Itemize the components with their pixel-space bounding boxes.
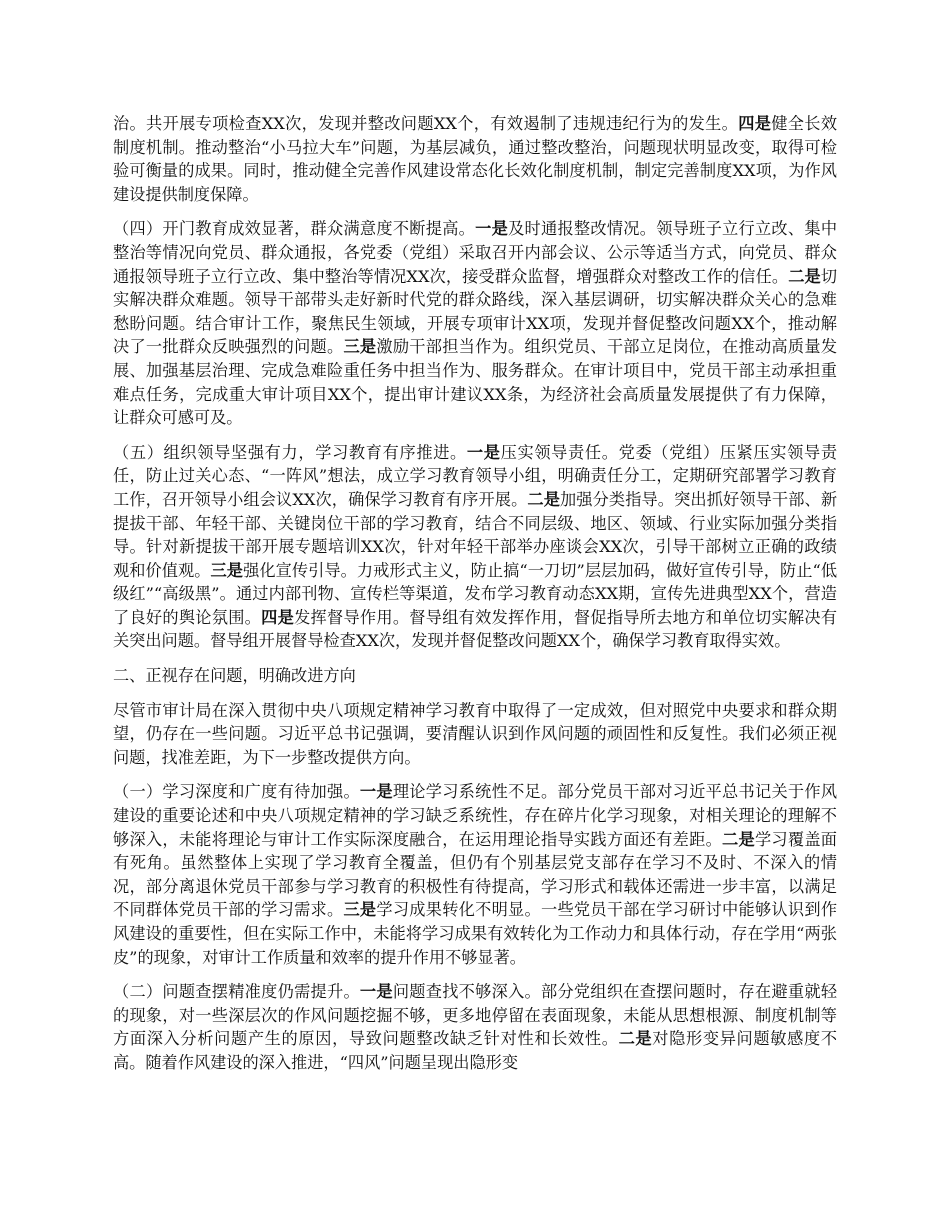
text-segment: （二）问题查摆精准度仍需提升。 xyxy=(113,982,360,1002)
text-segment: 学习覆盖面有死角。虽然整体上实现了学习教育全覆盖，但仍有个别基层党支部存在学习不及时、不深入的情况，部分离退休党员干部参与学习教育的积极性有待提高，学习形式和载体还需进一步丰富，以满足不同群体党员干部的学习需求。 xyxy=(113,829,837,920)
text-segment: 健全长效制度机制。推动整治“小马拉大车”问题，为基层减负，通过整改整治，问题现状明显改变，取得可检验可衡量的成果。同时，推动健全完善作风建设常态化长效化制度机制，制定完善制度XX项，为作风建设提供制度保障。 xyxy=(113,114,838,204)
emphasis-label: 一是 xyxy=(466,442,501,462)
text-segment: （一）学习深度和广度有待加强。 xyxy=(113,782,360,802)
paragraph-continuation xyxy=(113,112,837,206)
paragraph-intro xyxy=(113,699,837,770)
paragraph-section-4 xyxy=(113,217,837,429)
text-segment: 压实领导责任。党委（党组）压紧压实领导责任，防止过关心态、“一阵风”想法，成立学习教育领导小组，明确责任分工，定期研究部署学习教育工作，召开领导小组会议XX次，确保学习教育有序开展。 xyxy=(113,442,838,509)
text-segment: （五）组织领导坚强有力，学习教育有序推进。 xyxy=(113,442,467,462)
emphasis-label: 二是 xyxy=(722,829,755,849)
text-segment: 发挥督导作用。督导组有效发挥作用，督促指导所去地方和单位切实解决有关突出问题。督导组开展督导检查XX次，发现并督促整改问题XX个，确保学习教育取得实效。 xyxy=(113,607,838,651)
text-segment: （四）开门教育成效显著，群众满意度不断提高。 xyxy=(113,219,476,239)
text-segment: 治。共开展专项检查XX次，发现并整改问题XX个，有效遏制了违规违纪行为的发生。 xyxy=(113,114,739,133)
text-segment: 理论学习系统性不足。部分党员干部对习近平总书记关于作风建设的重要论述和中央八项规定精神的学习缺乏系统性，存在碎片化学习现象，对相关理论的理解不够深入，未能将理论与审计工作实际深度融合，在运用理论指导实践方面还有差距。 xyxy=(113,782,838,849)
paragraph-problem-2 xyxy=(113,980,837,1074)
paragraph-section-5 xyxy=(113,441,837,653)
text-segment: 尽管市审计局在深入贯彻中央八项规定精神学习教育中取得了一定成效，但对照党中央要求和群众期望，仍存在一些问题。习近平总书记强调，要清醒认识到作风问题的顽固性和反复性。我们必须正视问题，找准差距，为下一步整改提供方向。 xyxy=(113,700,837,767)
text-segment: 强化宣传引导。力戒形式主义，防止搞“一刀切”层层加码，做好宣传引导，防止“低级红”“高级黑”。通过内部刊物、宣传栏等渠道，发布学习教育动态XX期，宣传先进典型XX个，营造了良好的舆论氛围。 xyxy=(113,560,838,627)
emphasis-label: 三是 xyxy=(343,900,377,920)
section-heading xyxy=(113,664,837,688)
paragraph-problem-1 xyxy=(113,780,837,969)
document-page xyxy=(113,112,837,1086)
text-segment: 加强分类指导。突出抓好领导干部、新提拔干部、年轻干部、关键岗位干部的学习教育，结合不同层级、地区、领域、行业实际加强分类指导。针对新提拔干部开展专题培训XX次，针对年轻干部举办座谈会XX次，引导干部树立正确的政绩观和价值观。 xyxy=(113,489,838,580)
heading-text: 二、正视存在问题，明确改进方向 xyxy=(113,666,356,686)
text-segment: 及时通报整改情况。领导班子立行立改、集中整治等情况向党员、群众通报，各党委（党组）采取召开内部会议、公示等适当方式，向党员、群众通报领导班子立行立改、集中整治等情况XX次，接受群众监督，增强群众对整改工作的信任。 xyxy=(113,219,838,286)
emphasis-label: 二是 xyxy=(527,489,560,509)
text-segment: 问题查找不够深入。部分党组织在查摆问题时，存在避重就轻的现象，对一些深层次的作风问题挖掘不够，更多地停留在表面现象，未能从思想根源、制度机制等方面深入分析问题产生的原因，导致问题整改缺乏针对性和长效性。 xyxy=(113,982,838,1049)
emphasis-label: 二是 xyxy=(618,1029,653,1049)
text-segment: 切实解决群众难题。领导干部带头走好新时代党的群众路线，深入基层调研，切实解决群众关心的急难愁盼问题。结合审计工作，聚焦民生领域，开展专项审计XX项，发现并督促整改问题XX个，推动解决了一批群众反映强烈的问题。 xyxy=(113,266,838,357)
emphasis-label: 一是 xyxy=(475,219,509,239)
emphasis-label: 一是 xyxy=(359,982,393,1002)
emphasis-label: 三是 xyxy=(343,337,377,357)
emphasis-label: 三是 xyxy=(210,560,244,580)
emphasis-label: 四是 xyxy=(261,607,295,627)
text-segment: 激励干部担当作为。组织党员、干部立足岗位，在推动高质量发展、加强基层治理、完成急难险重任务中担当作为、服务群众。在审计项目中，党员干部主动承担重难点任务，完成重大审计项目XX个，提出审计建议XX条，为经济社会高质量发展提供了有力保障，让群众可感可及。 xyxy=(113,337,838,428)
emphasis-label: 一是 xyxy=(359,782,393,802)
emphasis-label: 二是 xyxy=(788,266,821,286)
text-segment: 学习成果转化不明显。一些党员干部在学习研讨中能够认识到作风建设的重要性，但在实际工作中，未能将学习成果有效转化为工作动力和具体行动，存在学用“两张皮”的现象，对审计工作质量和效率的提升作用不够显著。 xyxy=(113,900,838,967)
emphasis-label: 四是 xyxy=(738,114,772,133)
text-segment: 对隐形变异问题敏感度不高。随着作风建设的深入推进，“四风”问题呈现出隐形变 xyxy=(113,1029,838,1072)
